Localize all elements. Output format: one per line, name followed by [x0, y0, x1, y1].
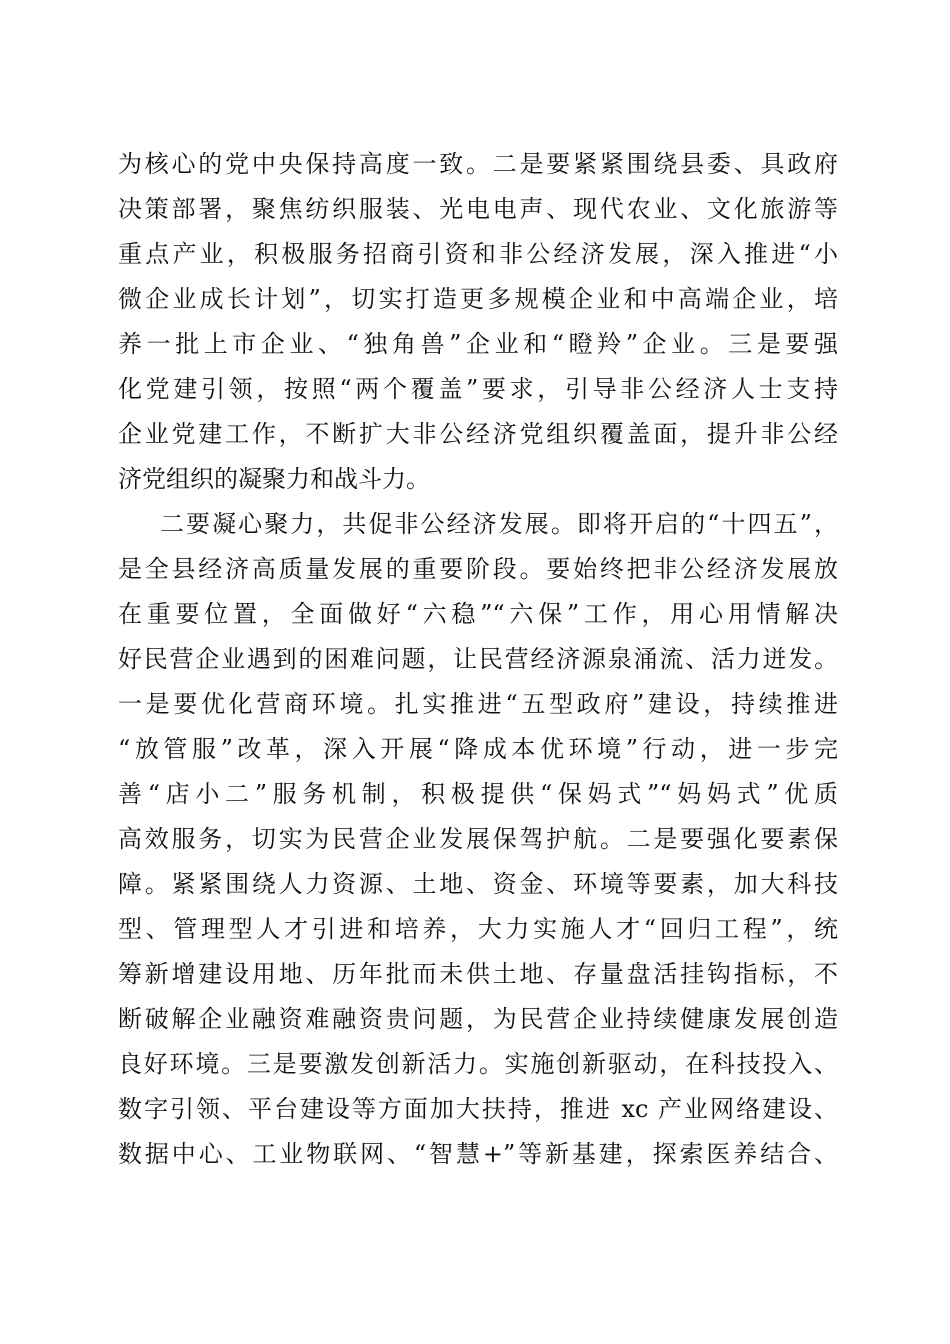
text-line: “放管服”改革，深入开展“降成本优环境”行动，进一步完 — [118, 735, 838, 763]
text-line: 决策部署，聚焦纺织服装、光电电声、现代农业、文化旅游等 — [118, 195, 838, 223]
text-line: 企业党建工作，不断扩大非公经济党组织覆盖面，提升非公经 — [118, 420, 838, 448]
text-line: 高效服务，切实为民营企业发展保驾护航。二是要强化要素保 — [118, 825, 838, 853]
paragraph-end-line: 济党组织的凝聚力和战斗力。 — [118, 465, 430, 493]
text-line: 为核心的党中央保持高度一致。二是要紧紧围绕县委、具政府 — [118, 150, 838, 178]
text-line: 养一批上市企业、“独角兽”企业和“瞪羚”企业。三是要强 — [118, 330, 838, 358]
paragraph-start-line: 二要凝心聚力，共促非公经济发展。即将开启的“十四五”， — [160, 510, 838, 538]
text-line: 数据中心、工业物联网、“智慧+”等新基建，探索医养结合、 — [118, 1140, 838, 1168]
text-line: 型、管理型人才引进和培养，大力实施人才“回归工程”，统 — [118, 915, 838, 943]
text-line: 在重要位置，全面做好“六稳”“六保”工作，用心用情解决 — [118, 600, 838, 628]
text-line: 一是要优化营商环境。扎实推进“五型政府”建设，持续推进 — [118, 690, 838, 718]
text-line: 筹新增建设用地、历年批而未供土地、存量盘活挂钩指标，不 — [118, 960, 838, 988]
text-line: 化党建引领，按照“两个覆盖”要求，引导非公经济人士支持 — [118, 375, 838, 403]
text-line: 障。紧紧围绕人力资源、土地、资金、环境等要素，加大科技 — [118, 870, 838, 898]
text-line: 断破解企业融资难融资贵问题，为民营企业持续健康发展创造 — [118, 1005, 838, 1033]
text-line: 微企业成长计划”，切实打造更多规模企业和中高端企业，培 — [118, 285, 838, 313]
text-line: 是全县经济高质量发展的重要阶段。要始终把非公经济发展放 — [118, 555, 838, 583]
text-line: 良好环境。三是要激发创新活力。实施创新驱动，在科技投入、 — [118, 1050, 838, 1078]
text-line: 数字引领、平台建设等方面加大扶持，推进 xc 产业网络建设、 — [118, 1095, 838, 1123]
text-line: 好民营企业遇到的困难问题，让民营经济源泉涌流、活力迸发。 — [118, 645, 838, 673]
body-text — [118, 142, 838, 1177]
text-line: 善“店小二”服务机制，积极提供“保妈式”“妈妈式”优质 — [118, 780, 838, 808]
text-line: 重点产业，积极服务招商引资和非公经济发展，深入推进“小 — [118, 240, 838, 268]
